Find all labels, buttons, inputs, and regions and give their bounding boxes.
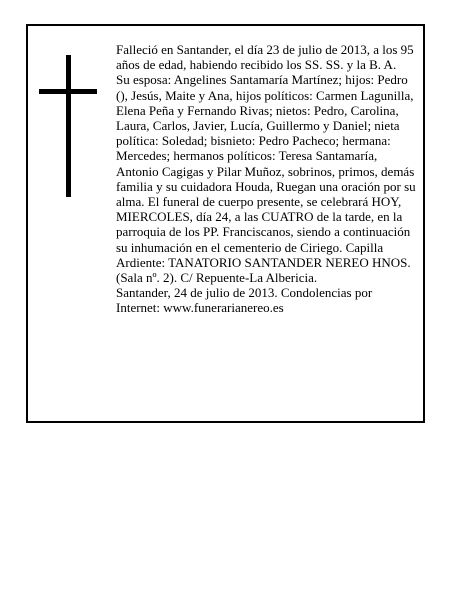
- cross-horizontal-bar: [39, 89, 97, 94]
- latin-cross-icon: [39, 55, 97, 197]
- obituary-text: [116, 42, 418, 316]
- family-and-funeral-details: Su esposa: Angelines Santamaría Martínez; hijos: Pedro (), Jesús, Maite y Ana, hijos políticos: Carmen Lagunilla, Elena Peña y Fernando Rivas; nietos: Pedro, Carolina, Laura, Carlos, Javier, Lucía, Guillermo y Daniel; nieta política: Soledad; bisnieto: Pedro Pacheco; hermana: Mercedes; hermanos políticos: Teresa Santamaría, Antonio Cagigas y Pilar Muñoz, sobrinos, primos, demás familia y su cuidadora Houda, Ruegan una oración por su alma. El funeral de cuerpo presente, se celebrará HOY, MIERCOLES, día 24, a las CUATRO de la tarde, en la parroquia de los PP. Franciscanos, siendo a continuación su inhumación en el cementerio de Ciriego. Capilla Ardiente: TANATORIO SANTANDER NEREO HNOS. (Sala nº. 2). C/ Repuente-La Albericia.: [116, 72, 416, 286]
- death-announcement: Falleció en Santander, el día 23 de julio de 2013, a los 95 años de edad, habiendo recibido los SS. SS. y la B. A.: [116, 42, 414, 73]
- obituary-notice: [26, 24, 425, 423]
- date-and-condolences: Santander, 24 de julio de 2013. Condolencias por Internet: www.funerarianereo.es: [116, 285, 373, 316]
- cross-vertical-bar: [66, 55, 71, 197]
